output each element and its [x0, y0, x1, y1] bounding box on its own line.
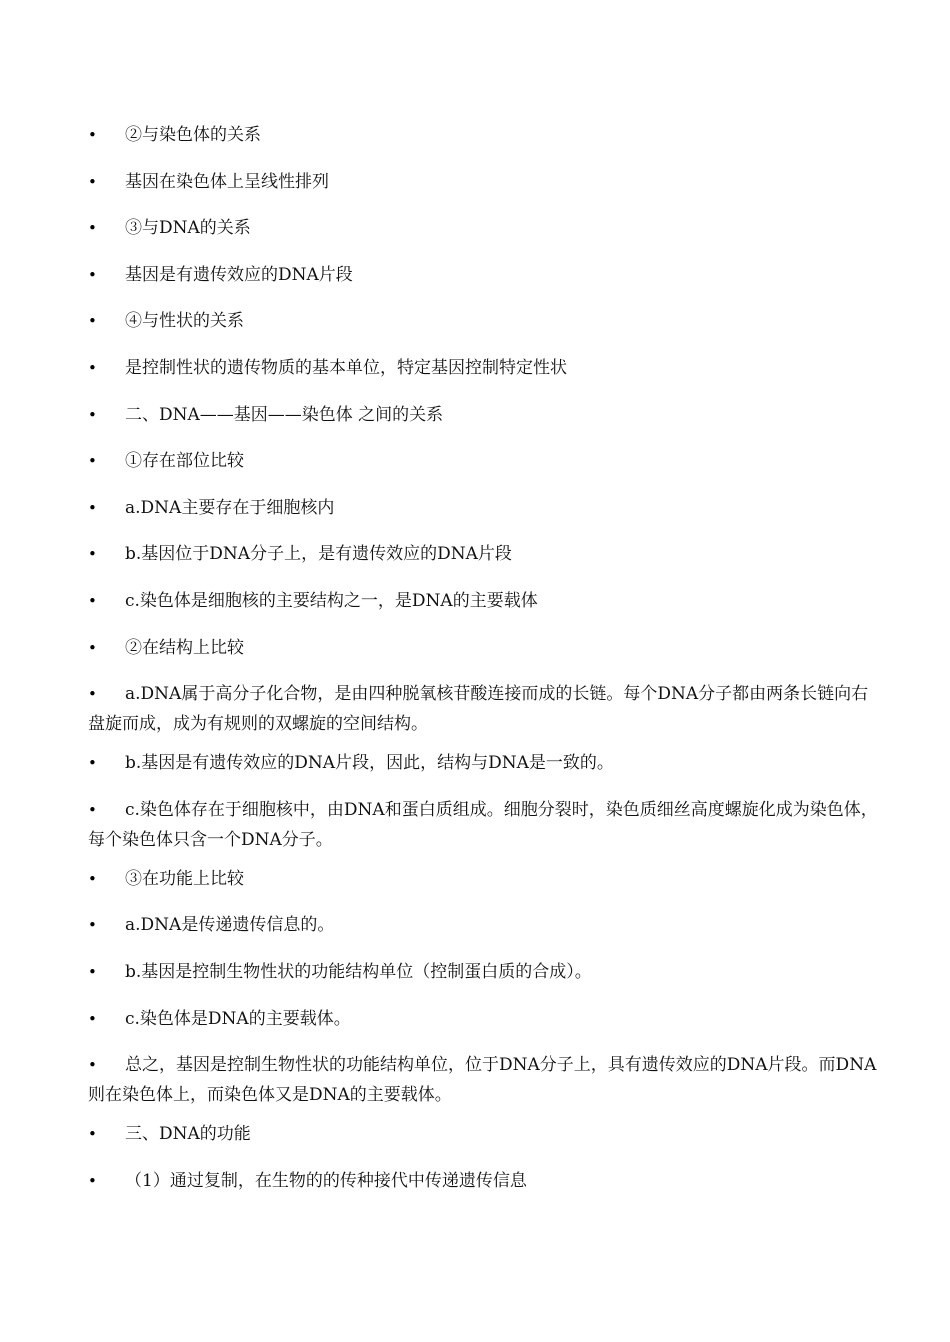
list-item: [88, 795, 878, 855]
bullet-list: [88, 120, 878, 1212]
bullet-icon: •: [88, 265, 97, 284]
list-item-text: ①存在部位比较: [125, 451, 244, 472]
list-item: [88, 910, 878, 940]
list-item: [88, 120, 878, 150]
bullet-icon: •: [88, 591, 97, 610]
list-item-text: 基因在染色体上呈线性排列: [125, 171, 329, 192]
list-item-text: a.DNA主要存在于细胞核内: [125, 497, 335, 518]
bullet-icon: •: [88, 405, 97, 424]
list-item: [88, 400, 878, 430]
list-item: [88, 748, 878, 778]
bullet-icon: •: [88, 1125, 97, 1144]
list-item-text: c.染色体是细胞核的主要结构之一，是DNA的主要载体: [125, 590, 538, 611]
list-item-text: b.基因位于DNA分子上，是有遗传效应的DNA片段: [125, 544, 512, 565]
list-item: [88, 1004, 878, 1034]
list-item-text: a.DNA是传递遗传信息的。: [125, 915, 335, 936]
bullet-icon: •: [88, 545, 97, 564]
list-item-text: ③在功能上比较: [125, 868, 244, 889]
list-item: [88, 633, 878, 663]
bullet-icon: •: [88, 172, 97, 191]
bullet-icon: •: [88, 498, 97, 517]
bullet-icon: •: [88, 312, 97, 331]
list-item: [88, 213, 878, 243]
list-item: [88, 353, 878, 383]
list-item: [88, 679, 878, 739]
list-item: [88, 260, 878, 290]
list-item-text: 基因是有遗传效应的DNA片段: [125, 264, 353, 285]
bullet-icon: •: [88, 1056, 97, 1075]
list-item-text: a.DNA属于高分子化合物，是由四种脱氧核苷酸连接而成的长链。每个DNA分子都由两条长链向右盘旋而成，成为有规则的双螺旋的空间结构。: [88, 684, 869, 735]
list-item-text: ③与DNA的关系: [125, 218, 251, 239]
list-item: [88, 167, 878, 197]
list-item: [88, 306, 878, 336]
list-item-text: b.基因是控制生物性状的功能结构单位（控制蛋白质的合成）。: [125, 961, 592, 982]
list-item: [88, 957, 878, 987]
list-item-text: 二、DNA——基因——染色体 之间的关系: [125, 404, 444, 425]
list-item: [88, 586, 878, 616]
list-item-text: b.基因是有遗传效应的DNA片段，因此，结构与DNA是一致的。: [125, 753, 614, 774]
bullet-icon: •: [88, 869, 97, 888]
list-item-text: ②与染色体的关系: [125, 125, 261, 145]
bullet-icon: •: [88, 1009, 97, 1028]
list-item-text: ②在结构上比较: [125, 637, 244, 658]
list-item-text: c.染色体是DNA的主要载体。: [125, 1008, 351, 1029]
bullet-icon: •: [88, 219, 97, 238]
list-item-text: ④与性状的关系: [125, 311, 244, 332]
bullet-icon: •: [88, 685, 97, 704]
list-item-text: c.染色体存在于细胞核中，由DNA和蛋白质组成。细胞分裂时，染色质细丝高度螺旋化成为染色体，每个染色体只含一个DNA分子。: [88, 799, 878, 850]
bullet-icon: •: [88, 754, 97, 773]
list-item: [88, 1166, 878, 1196]
list-item: [88, 539, 878, 569]
bullet-icon: •: [88, 452, 97, 471]
bullet-icon: •: [88, 1171, 97, 1190]
list-item: [88, 493, 878, 523]
bullet-icon: •: [88, 638, 97, 657]
list-item-text: 三、DNA的功能: [125, 1124, 251, 1145]
list-item-text: （1）通过复制，在生物的的传种接代中传递遗传信息: [125, 1170, 527, 1191]
bullet-icon: •: [88, 962, 97, 981]
bullet-icon: •: [88, 126, 97, 144]
bullet-icon: •: [88, 916, 97, 935]
list-item: [88, 1050, 878, 1110]
list-item: [88, 864, 878, 894]
bullet-icon: •: [88, 358, 97, 377]
list-item-text: 总之，基因是控制生物性状的功能结构单位，位于DNA分子上，具有遗传效应的DNA片段。而DNA则在染色体上，而染色体又是DNA的主要载体。: [88, 1055, 877, 1106]
bullet-icon: •: [88, 800, 97, 819]
list-item-text: 是控制性状的遗传物质的基本单位，特定基因控制特定性状: [125, 357, 567, 378]
list-item: [88, 1119, 878, 1149]
list-item: [88, 446, 878, 476]
